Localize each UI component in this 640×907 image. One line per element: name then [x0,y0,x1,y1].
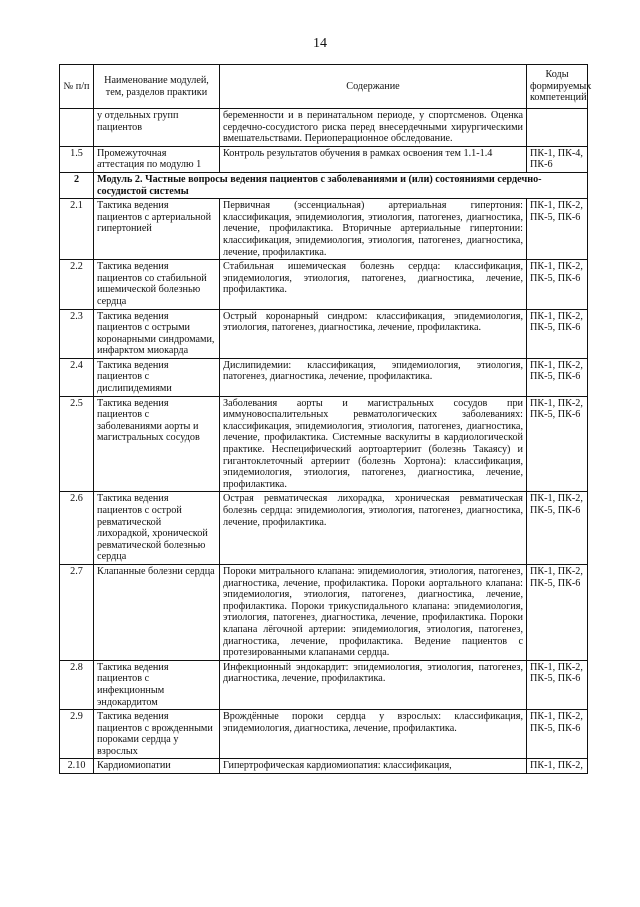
module-header-row [60,172,588,198]
table-row [60,199,588,260]
topic-name: Тактика ведения пациентов с врожденными пороками сердца у взрослых [94,710,220,759]
table-row [60,710,588,759]
header-name: Наименование модулей, тем, разделов практики [94,65,220,109]
row-number: 2.8 [60,660,94,709]
table-row [60,492,588,565]
row-number: 2.7 [60,564,94,660]
topic-name: Промежуточная аттестация по модулю 1 [94,146,220,172]
row-number: 2.5 [60,396,94,492]
table-row [60,564,588,660]
topic-name: Кардиомиопатии [94,759,220,774]
row-number: 2.10 [60,759,94,774]
topic-content: Контроль результатов обучения в рамках освоения тем 1.1-1.4 [220,146,527,172]
topic-content: Стабильная ишемическая болезнь сердца: классификация, эпидемиология, этиология, патогенез, диагностика, лечение, профилактика. [220,260,527,309]
topic-content: беременности и в перинатальном периоде, у спортсменов. Оценка сердечно-сосудистого риска перед внесердечными хирургическими вмешательствами. Периоперационное обследование. [220,109,527,147]
topic-content: Заболевания аорты и магистральных сосудов при иммуновоспалительных ревматологических заболеваниях: классификация, эпидемиология, этиология, патогенез, диагностика, лечение, профилактика. Системные васкулиты в кардиологической практике. Неспецифический аортоартериит (болезнь Такаясу) и гигантоклеточный артериит (болезнь Хортона): классификация, эпидемиология, этиология, патогенез, диагностика, лечение, профилактика. [220,396,527,492]
competency-codes: ПК-1, ПК-2, ПК-5, ПК-6 [527,309,588,358]
topic-content: Острый коронарный синдром: классификация, эпидемиология, этиология, патогенез, диагностика, лечение, профилактика. [220,309,527,358]
header-content: Содержание [220,65,527,109]
row-number: 2.6 [60,492,94,565]
header-codes: Коды формируемых компетенций [527,65,588,109]
table-row [60,109,588,147]
row-number: 1.5 [60,146,94,172]
topic-name: Клапанные болезни сердца [94,564,220,660]
table-row [60,260,588,309]
row-number: 2.4 [60,358,94,396]
competency-codes: ПК-1, ПК-2, ПК-5, ПК-6 [527,199,588,260]
table-row [60,146,588,172]
header-num: № п/п [60,65,94,109]
topic-name: Тактика ведения пациентов с дислипидемиями [94,358,220,396]
table-row [60,759,588,774]
table-row [60,358,588,396]
competency-codes: ПК-1, ПК-2, ПК-5, ПК-6 [527,260,588,309]
topic-name: Тактика ведения пациентов с инфекционным эндокардитом [94,660,220,709]
table-row [60,660,588,709]
competency-codes: ПК-1, ПК-2, ПК-5, ПК-6 [527,660,588,709]
topic-name: Тактика ведения пациентов с заболеваниями аорты и магистральных сосудов [94,396,220,492]
table-row [60,309,588,358]
topic-name: Тактика ведения пациентов со стабильной ишемической болезнью сердца [94,260,220,309]
module-number: 2 [60,172,94,198]
competency-codes: ПК-1, ПК-2, ПК-5, ПК-6 [527,358,588,396]
competency-codes: ПК-1, ПК-2, ПК-5, ПК-6 [527,396,588,492]
topic-content: Врождённые пороки сердца у взрослых: классификация, эпидемиология, диагностика, лечение, профилактика. [220,710,527,759]
module-title: Модуль 2. Частные вопросы ведения пациентов с заболеваниями и (или) состояниями сердечно-сосудистой системы [94,172,588,198]
table-row [60,396,588,492]
topic-name: Тактика ведения пациентов с острой ревматической лихорадкой, хронической ревматической болезнью сердца [94,492,220,565]
topic-name: у отдельных групп пациентов [94,109,220,147]
topic-name: Тактика ведения пациентов с артериальной гипертонией [94,199,220,260]
competency-codes: ПК-1, ПК-2, ПК-5, ПК-6 [527,710,588,759]
competency-codes: ПК-1, ПК-2, ПК-5, ПК-6 [527,564,588,660]
topic-content: Дислипидемии: классификация, эпидемиология, этиология, патогенез, диагностика, лечение, профилактика. [220,358,527,396]
row-number: 2.1 [60,199,94,260]
topic-content: Первичная (эссенциальная) артериальная гипертония: классификация, эпидемиология, этиология, патогенез, диагностика, лечение, профилактика. Вторичные артериальные гипертонии: классификация, эпидемиология, этиология, патогенез, диагностика, лечение, профилактика. [220,199,527,260]
row-number: 2.3 [60,309,94,358]
curriculum-table [59,64,592,774]
topic-name: Тактика ведения пациентов с острыми коронарными синдромами, инфарктом миокарда [94,309,220,358]
topic-content: Гипертрофическая кардиомиопатия: классификация, [220,759,527,774]
row-number: 2.2 [60,260,94,309]
topic-content: Пороки митрального клапана: эпидемиология, этиология, патогенез, диагностика, лечение, профилактика. Пороки аортального клапана: эпидемиология, этиология, патогенез, диагностика, лечение, профилактика. Пороки трикуспидального клапана: эпидемиология, этиология, патогенез, диагностика, лечение, профилактика. Пороки клапана лёгочной артерии: эпидемиология, этиология, патогенез, диагностика, лечение, профилактика. Ведение пациентов с протезированными клапанами сердца. [220,564,527,660]
topic-content: Острая ревматическая лихорадка, хроническая ревматическая болезнь сердца: эпидемиология, этиология, патогенез, диагностика, лечение, профилактика. [220,492,527,565]
competency-codes: ПК-1, ПК-2, [527,759,588,774]
row-number: 2.9 [60,710,94,759]
topic-content: Инфекционный эндокардит: эпидемиология, этиология, патогенез, диагностика, лечение, профилактика. [220,660,527,709]
competency-codes: ПК-1, ПК-2, ПК-5, ПК-6 [527,492,588,565]
competency-codes: ПК-1, ПК-4, ПК-6 [527,146,588,172]
page-number: 14 [313,36,327,51]
